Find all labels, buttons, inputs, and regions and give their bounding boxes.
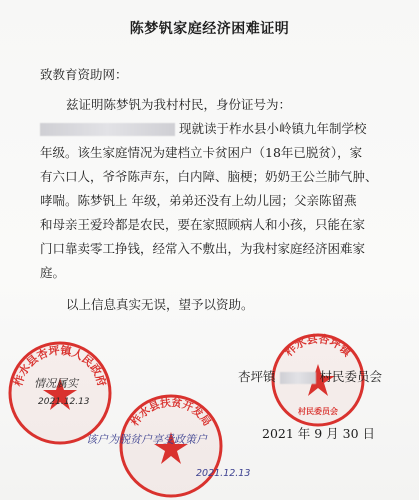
body-line-2-text: 现就读于柞水县小岭镇九年制学校 [178,121,367,136]
right-seal-bottom-text: 村民委员会 [298,407,338,416]
signature-village: 杏坪镇 [238,369,276,384]
body-line-6: 和母亲王爱玲都是农民，要在家照顾病人和小孩，只能在家 [40,217,366,232]
right-seal-text: 柞水县杏坪镇 [282,332,354,359]
left-handwriting-date: 2021.12.13 [38,397,90,407]
body-line-3: 年级。该生家庭情况为建档立卡贫困户（18年已脱贫），家 [40,145,363,160]
body-line-5: 哮喘。陈梦钒上 年级，弟弟还没有上幼儿园；父亲陈留燕 [40,193,357,208]
middle-handwriting-date: 2021.12.13 [196,468,251,479]
left-seal-text: 柞水县杏坪镇人民政府 [11,343,109,388]
body-line-9: 以上信息真实无误，望予以资助。 [66,297,254,312]
middle-handwriting-note: 该户为脱贫户享受政策户 [86,433,207,446]
redacted-village-name [280,372,316,384]
middle-seal-text: 柞水县扶贫开发局 [129,396,213,429]
document-title: 陈梦钒家庭经济困难证明 [129,21,290,37]
body-line-8: 庭。 [40,265,66,280]
salutation: 致教育资助网： [40,67,128,82]
body-line-2 [40,121,367,137]
signature-village-suffix: 村民委员会 [319,369,382,384]
redacted-id-number [40,123,175,136]
body-line-7: 门口靠卖零工挣钱，经常入不敷出，为我村家庭经济困难家 [40,241,366,256]
body-line-1: 兹证明陈梦钒为我村村民，身份证号为： [66,97,292,112]
signature-date: 2021 年 9 月 30 日 [262,426,376,441]
signature-line [238,369,382,385]
left-handwriting-verified: 情况属实 [34,377,78,390]
body-line-4: 有六口人，爷爷陈声东，白内障、脑梗；奶奶王公兰肺气肿、 [40,169,378,184]
